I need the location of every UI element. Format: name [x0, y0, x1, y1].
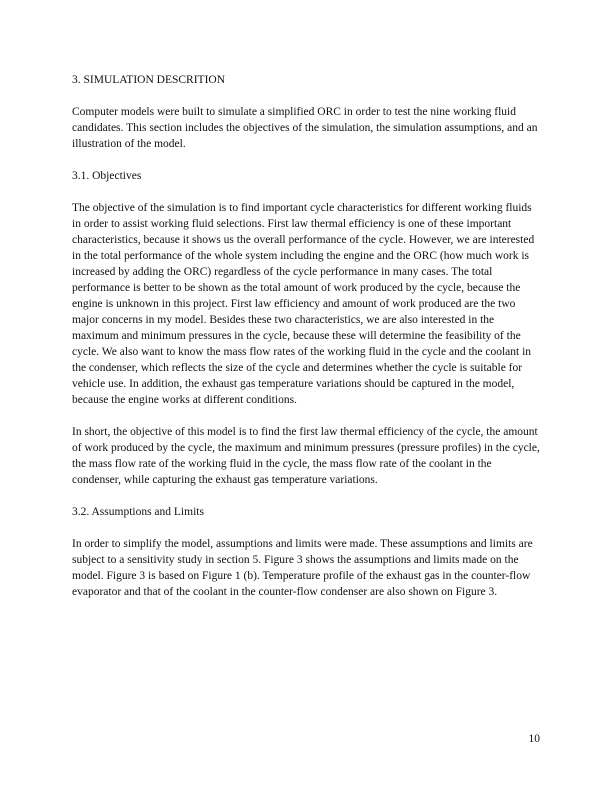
assumptions-heading: 3.2. Assumptions and Limits	[72, 506, 204, 518]
objectives-heading: 3.1. Objectives	[72, 170, 142, 182]
section-heading: 3. SIMULATION DESCRITION	[72, 74, 226, 86]
assumptions-paragraph: In order to simplify the model, assumptions and limits were made. These assumptions and limits are subject to a sensitivity study in section 5. Figure 3 shows the assumptions and limits made on the model. Figure 3 is based on Figure 1 (b). Temperature profile of the exhaust gas in the counter-flow evaporator and that of the coolant in the counter-flow condenser are also shown on Figure 3.	[72, 538, 533, 598]
objectives-paragraph-2: In short, the objective of this model is to find the first law thermal efficiency of the cycle, the amount of work produced by the cycle, the maximum and minimum pressures (pressure profiles) in the cycle, the mass flow rate of the working fluid in the cycle, the mass flow rate of the coolant in the condenser, while capturing the exhaust gas temperature variations.	[72, 426, 540, 486]
page-content	[72, 72, 540, 600]
objectives-paragraph-1: The objective of the simulation is to find important cycle characteristics for different working fluids in order to assist working fluid selections. First law thermal efficiency is one of these important characteristics, because it shows us the overall performance of the cycle. However, we are interested in the total performance of the whole system including the engine and the ORC (how much work is increased by adding the ORC) regardless of the cycle performance in many cases. The total performance is better to be shown as the total amount of work produced by the cycle, because the engine is unknown in this project. First law efficiency and amount of work produced are the two major concerns in my model. Besides these two characteristics, we are also interested in the maximum and minimum pressures in the cycle, because these will determine the feasibility of the cycle. We also want to know the mass flow rates of the working fluid in the cycle and the coolant in the condenser, which reflects the size of the cycle and determines whether the cycle is suitable for vehicle use. In addition, the exhaust gas temperature variations should be captured in the model, because the engine works at different conditions.	[72, 202, 535, 406]
page-number: 10	[528, 733, 540, 745]
section-intro-paragraph: Computer models were built to simulate a simplified ORC in order to test the nine working fluid candidates. This section includes the objectives of the simulation, the simulation assumptions, and an illustration of the model.	[72, 106, 538, 150]
